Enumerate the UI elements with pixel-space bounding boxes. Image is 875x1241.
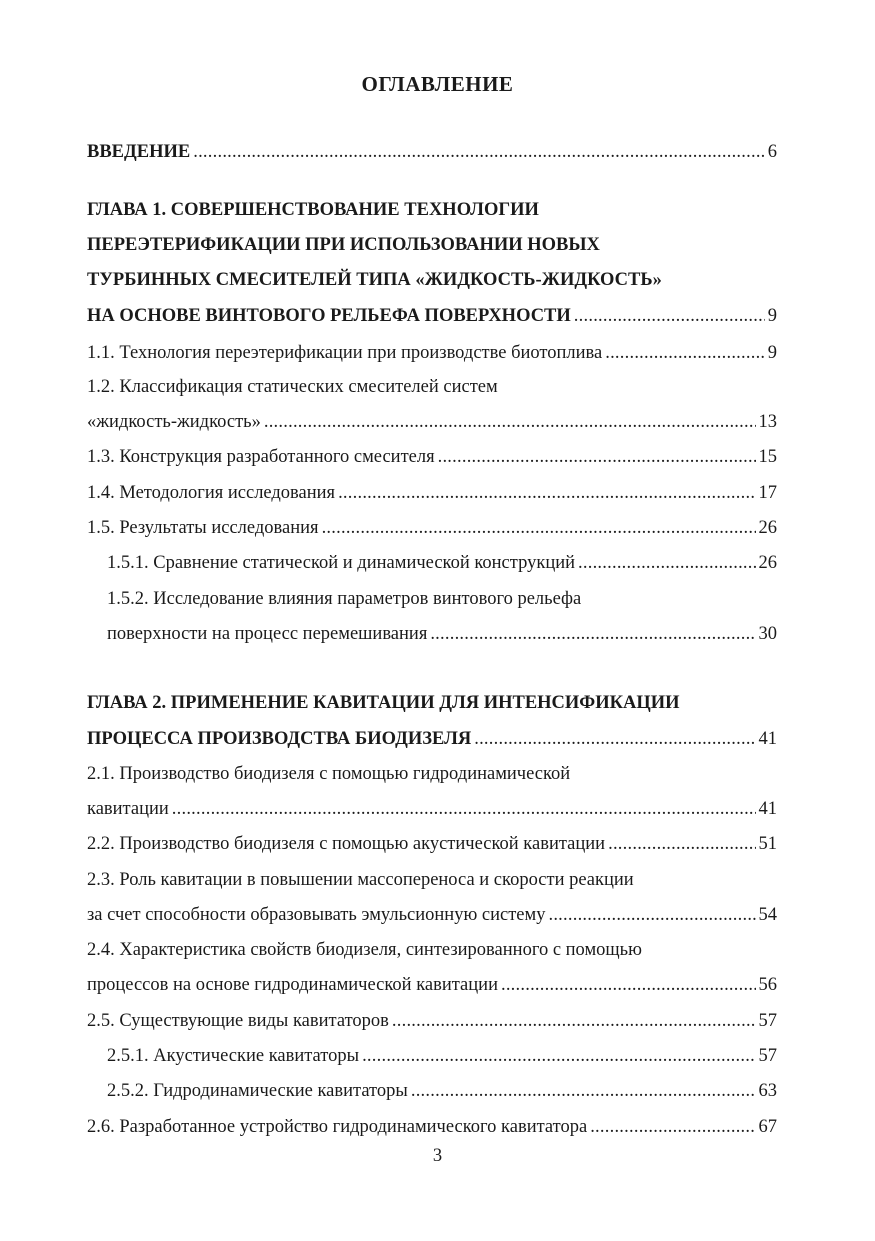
toc-entry-text: ПРОЦЕССА ПРОИЗВОДСТВА БИОДИЗЕЛЯ (87, 729, 472, 749)
toc-entry-2-1-line-2[interactable] (87, 795, 777, 823)
toc-entry-2-4-line-1[interactable]: 2.4. Характеристика свойств биодизеля, синтезированного с помощью (87, 940, 642, 960)
dot-leader (474, 725, 755, 753)
toc-chapter-1-line-3[interactable]: ТУРБИННЫХ СМЕСИТЕЛЕЙ ТИПА «ЖИДКОСТЬ-ЖИДКОСТЬ» (87, 270, 662, 290)
toc-page-number: 9 (767, 343, 777, 363)
toc-entry-2-5[interactable] (87, 1007, 777, 1035)
toc-entry-2-4-line-2[interactable] (87, 971, 777, 999)
toc-page-number: 9 (767, 306, 777, 326)
toc-entry-1-5-2-line-1[interactable]: 1.5.2. Исследование влияния параметров винтового рельефа (107, 589, 582, 609)
dot-leader (172, 795, 756, 823)
toc-page-number: 54 (758, 905, 777, 925)
page-number: 3 (432, 1146, 443, 1166)
toc-entry-text: процессов на основе гидродинамической кавитации (87, 975, 498, 995)
toc-chapter-1-line-4[interactable] (87, 302, 777, 330)
toc-page-number: 6 (767, 142, 777, 162)
toc-entry-text: 1.3. Конструкция разработанного смесителя (87, 447, 435, 467)
page-title: ОГЛАВЛЕНИЕ (361, 72, 514, 96)
toc-page-number: 13 (758, 412, 777, 432)
dot-leader (605, 339, 765, 367)
toc-entry-2-3-line-2[interactable] (87, 901, 777, 929)
toc-page-number: 17 (758, 483, 777, 503)
toc-entry-text: 1.1. Технология переэтерификации при производстве биотоплива (87, 343, 603, 363)
toc-entry-text: 2.6. Разработанное устройство гидродинамического кавитатора (87, 1117, 588, 1137)
dot-leader (430, 620, 755, 648)
dot-leader (392, 1007, 756, 1035)
toc-entry-text: 1.5. Результаты исследования (87, 518, 319, 538)
dot-leader (322, 514, 756, 542)
toc-entry-text: 2.2. Производство биодизеля с помощью акустической кавитации (87, 834, 606, 854)
dot-leader (608, 830, 755, 858)
toc-entry-1-1[interactable] (87, 339, 777, 367)
dot-leader (501, 971, 756, 999)
toc-entry-1-5[interactable] (87, 514, 777, 542)
toc-entry-text: 1.5.1. Сравнение статической и динамической конструкций (107, 553, 576, 573)
dot-leader (590, 1113, 755, 1141)
toc-entry-2-3-line-1[interactable]: 2.3. Роль кавитации в повышении массопереноса и скорости реакции (87, 870, 634, 890)
toc-entry-2-5-2[interactable] (107, 1077, 777, 1105)
toc-entry-1-3[interactable] (87, 443, 777, 471)
dot-leader (438, 443, 756, 471)
dot-leader (362, 1042, 755, 1070)
toc-page-number: 26 (758, 518, 777, 538)
toc-chapter-2-line-1[interactable]: ГЛАВА 2. ПРИМЕНЕНИЕ КАВИТАЦИИ ДЛЯ ИНТЕНСИФИКАЦИИ (87, 693, 680, 713)
toc-entry-2-5-1[interactable] (107, 1042, 777, 1070)
toc-page-number: 41 (758, 799, 777, 819)
toc-page-number: 63 (758, 1081, 777, 1101)
toc-page-number: 51 (758, 834, 777, 854)
toc-entry-2-1-line-1[interactable]: 2.1. Производство биодизеля с помощью гидродинамической (87, 764, 571, 784)
dot-leader (411, 1077, 756, 1105)
dot-leader (264, 408, 756, 436)
toc-entry-intro[interactable] (87, 138, 777, 166)
toc-entry-text: 1.4. Методология исследования (87, 483, 336, 503)
dot-leader (578, 549, 755, 577)
toc-entry-1-2-line-1[interactable]: 1.2. Классификация статических смесителей систем (87, 377, 498, 397)
toc-entry-text: кавитации (87, 799, 169, 819)
toc-entry-text: за счет способности образовывать эмульсионную систему (87, 905, 546, 925)
toc-page-number: 67 (758, 1117, 777, 1137)
toc-entry-text: поверхности на процесс перемешивания (107, 624, 428, 644)
toc-page-number: 15 (758, 447, 777, 467)
toc-page-number: 41 (758, 729, 777, 749)
toc-entry-text: НА ОСНОВЕ ВИНТОВОГО РЕЛЬЕФА ПОВЕРХНОСТИ (87, 306, 571, 326)
toc-page-number: 26 (758, 553, 777, 573)
toc-chapter-1-line-2[interactable]: ПЕРЕЭТЕРИФИКАЦИИ ПРИ ИСПОЛЬЗОВАНИИ НОВЫХ (87, 235, 600, 255)
toc-entry-1-4[interactable] (87, 479, 777, 507)
toc-entry-text: «жидкость-жидкость» (87, 412, 261, 432)
toc-entry-text: 2.5. Существующие виды кавитаторов (87, 1011, 389, 1031)
dot-leader (574, 302, 765, 330)
toc-entry-1-2-line-2[interactable] (87, 408, 777, 436)
toc-entry-text: ВВЕДЕНИЕ (87, 142, 191, 162)
toc-page-number: 57 (758, 1011, 777, 1031)
toc-entry-2-6[interactable] (87, 1113, 777, 1141)
toc-entry-1-5-1[interactable] (107, 549, 777, 577)
toc-page-number: 57 (758, 1046, 777, 1066)
toc-entry-1-5-2-line-2[interactable] (107, 620, 777, 648)
toc-page-number: 56 (758, 975, 777, 995)
dot-leader (338, 479, 755, 507)
dot-leader (193, 138, 765, 166)
toc-chapter-2-line-2[interactable] (87, 725, 777, 753)
toc-entry-text: 2.5.1. Акустические кавитаторы (107, 1046, 360, 1066)
toc-entry-text: 2.5.2. Гидродинамические кавитаторы (107, 1081, 408, 1101)
dot-leader (548, 901, 755, 929)
toc-chapter-1-line-1[interactable]: ГЛАВА 1. СОВЕРШЕНСТВОВАНИЕ ТЕХНОЛОГИИ (87, 200, 539, 220)
toc-entry-2-2[interactable] (87, 830, 777, 858)
toc-page-number: 30 (758, 624, 777, 644)
